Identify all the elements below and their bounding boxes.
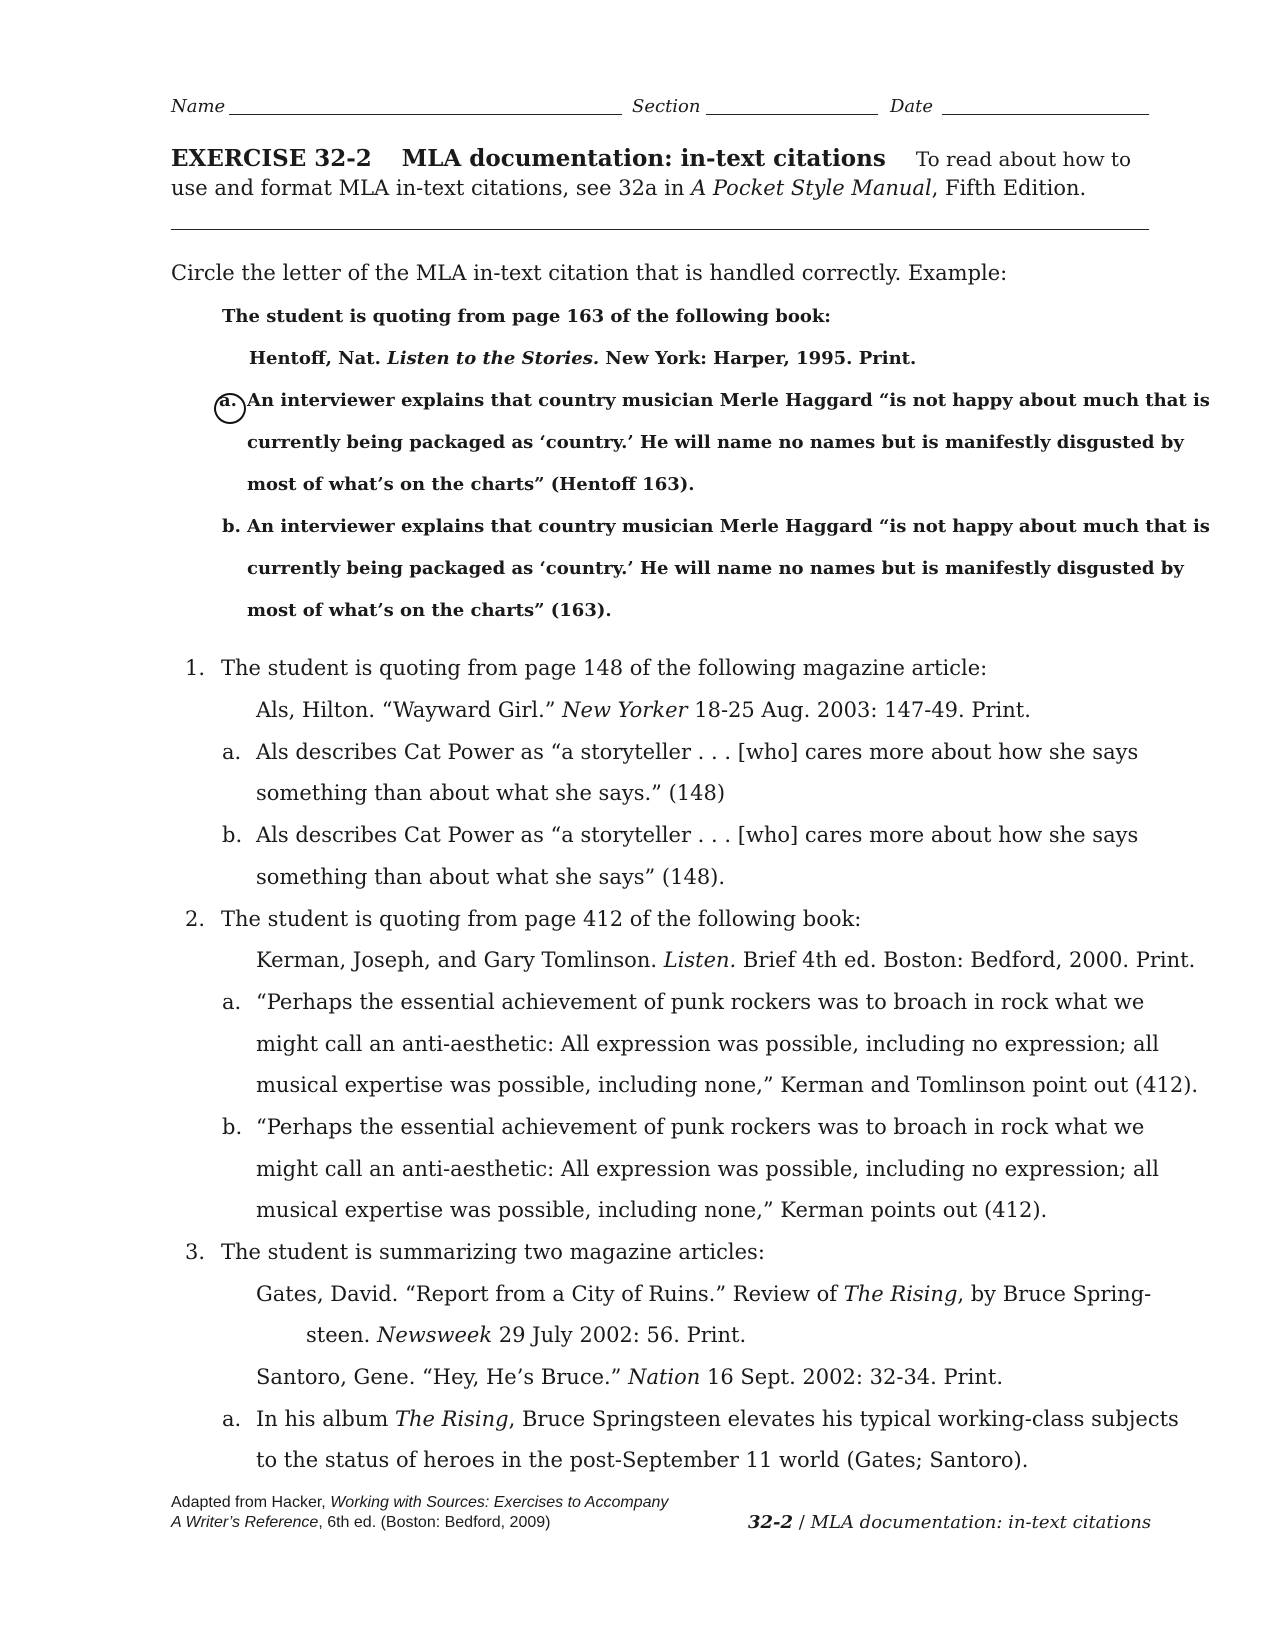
q3-a-line-1: In his album The Rising, Bruce Springsteen elevates his typical working-class subjects [256,1407,1179,1431]
q2-prompt: The student is quoting from page 412 of the following book: [221,907,862,931]
q2-b-line-1: “Perhaps the essential achievement of punk rockers was to broach in rock what we [256,1115,1145,1139]
example-source: Hentoff, Nat. Listen to the Stories. New York: Harper, 1995. Print. [249,348,917,369]
example-prompt: The student is quoting from page 163 of the following book: [222,306,831,327]
name-label: Name [171,96,226,117]
date-field[interactable] [942,114,1149,115]
q2-a-line-3: musical expertise was possible, including none,” Kerman and Tomlinson point out (412). [256,1073,1199,1097]
q2-b-letter[interactable]: b. [222,1115,243,1139]
exercise-heading [171,145,1149,172]
divider-rule [171,229,1149,230]
q1-b-line-2: something than about what she says” (148). [256,865,726,889]
q1-a-line-1: Als describes Cat Power as “a storyteller . . . [who] cares more about how she says [256,740,1139,764]
q1-number: 1. [185,656,206,680]
q1-a-line-2: something than about what she says.” (148) [256,781,726,805]
example-b-line-2: currently being packaged as ‘country.’ He will name no names but is manifestly disgusted by [247,558,1184,579]
footer-credit-line-1: Adapted from Hacker, Working with Sources: Exercises to Accompany [171,1494,669,1511]
q1-prompt: The student is quoting from page 148 of the following magazine article: [221,656,988,680]
exercise-intro-2: use and format MLA in-text citations, see 32a in A Pocket Style Manual, Fifth Edition. [171,176,1087,200]
footer-credit-line-2: A Writer’s Reference, 6th ed. (Boston: Bedford, 2009) [171,1514,551,1531]
instructions: Circle the letter of the MLA in-text citation that is handled correctly. Example: [171,261,1008,285]
q1-a-letter[interactable]: a. [222,740,242,764]
q2-a-line-1: “Perhaps the essential achievement of punk rockers was to broach in rock what we [256,990,1145,1014]
example-b-letter[interactable]: b. [222,516,241,537]
q1-b-line-1: Als describes Cat Power as “a storyteller . . . [who] cares more about how she says [256,823,1139,847]
q3-a-letter[interactable]: a. [222,1407,242,1431]
example-a-line-2: currently being packaged as ‘country.’ He will name no names but is manifestly disgusted by [247,432,1184,453]
q2-a-line-2: might call an anti-aesthetic: All expression was possible, including no expression; all [256,1032,1159,1056]
q2-b-line-2: might call an anti-aesthetic: All expression was possible, including no expression; all [256,1157,1159,1181]
exercise-title: MLA documentation: in-text citations [401,145,886,172]
footer-page-number: 32-2 [748,1512,794,1533]
example-b-line-3: most of what’s on the charts” (163). [247,600,612,621]
example-a-line-1: An interviewer explains that country musician Merle Haggard “is not happy about much that is [247,390,1210,411]
q1-source: Als, Hilton. “Wayward Girl.” New Yorker 18-25 Aug. 2003: 147-49. Print. [256,698,1031,722]
q1-b-letter[interactable]: b. [222,823,243,847]
example-b-line-1: An interviewer explains that country musician Merle Haggard “is not happy about much that is [247,516,1210,537]
q3-source-2: Santoro, Gene. “Hey, He’s Bruce.” Nation 16 Sept. 2002: 32-34. Print. [256,1365,1004,1389]
q3-source-1-line-2: steen. Newsweek 29 July 2002: 56. Print. [306,1323,747,1347]
exercise-number: EXERCISE 32-2 [171,145,372,172]
exercise-intro-1: To read about how to [915,147,1132,171]
section-label: Section [632,96,701,117]
q2-number: 2. [185,907,206,931]
date-label: Date [890,96,934,117]
example-a-letter[interactable]: a. [219,390,237,411]
q2-a-letter[interactable]: a. [222,990,242,1014]
q2-b-line-3: musical expertise was possible, including none,” Kerman points out (412). [256,1198,1048,1222]
section-field[interactable] [706,114,878,115]
name-field[interactable] [229,114,622,115]
q3-source-1-line-1: Gates, David. “Report from a City of Ruins.” Review of The Rising, by Bruce Spring- [256,1282,1152,1306]
q3-a-line-2: to the status of heroes in the post-September 11 world (Gates; Santoro). [256,1448,1029,1472]
example-a-line-3: most of what’s on the charts” (Hentoff 163). [247,474,695,495]
q2-source: Kerman, Joseph, and Gary Tomlinson. Listen. Brief 4th ed. Boston: Bedford, 2000. Print. [256,948,1196,972]
footer-page-label: 32-2 / MLA documentation: in-text citations [748,1512,1152,1533]
footer-page-title: MLA documentation: in-text citations [810,1512,1152,1533]
q3-number: 3. [185,1240,206,1264]
q3-prompt: The student is summarizing two magazine articles: [221,1240,765,1264]
